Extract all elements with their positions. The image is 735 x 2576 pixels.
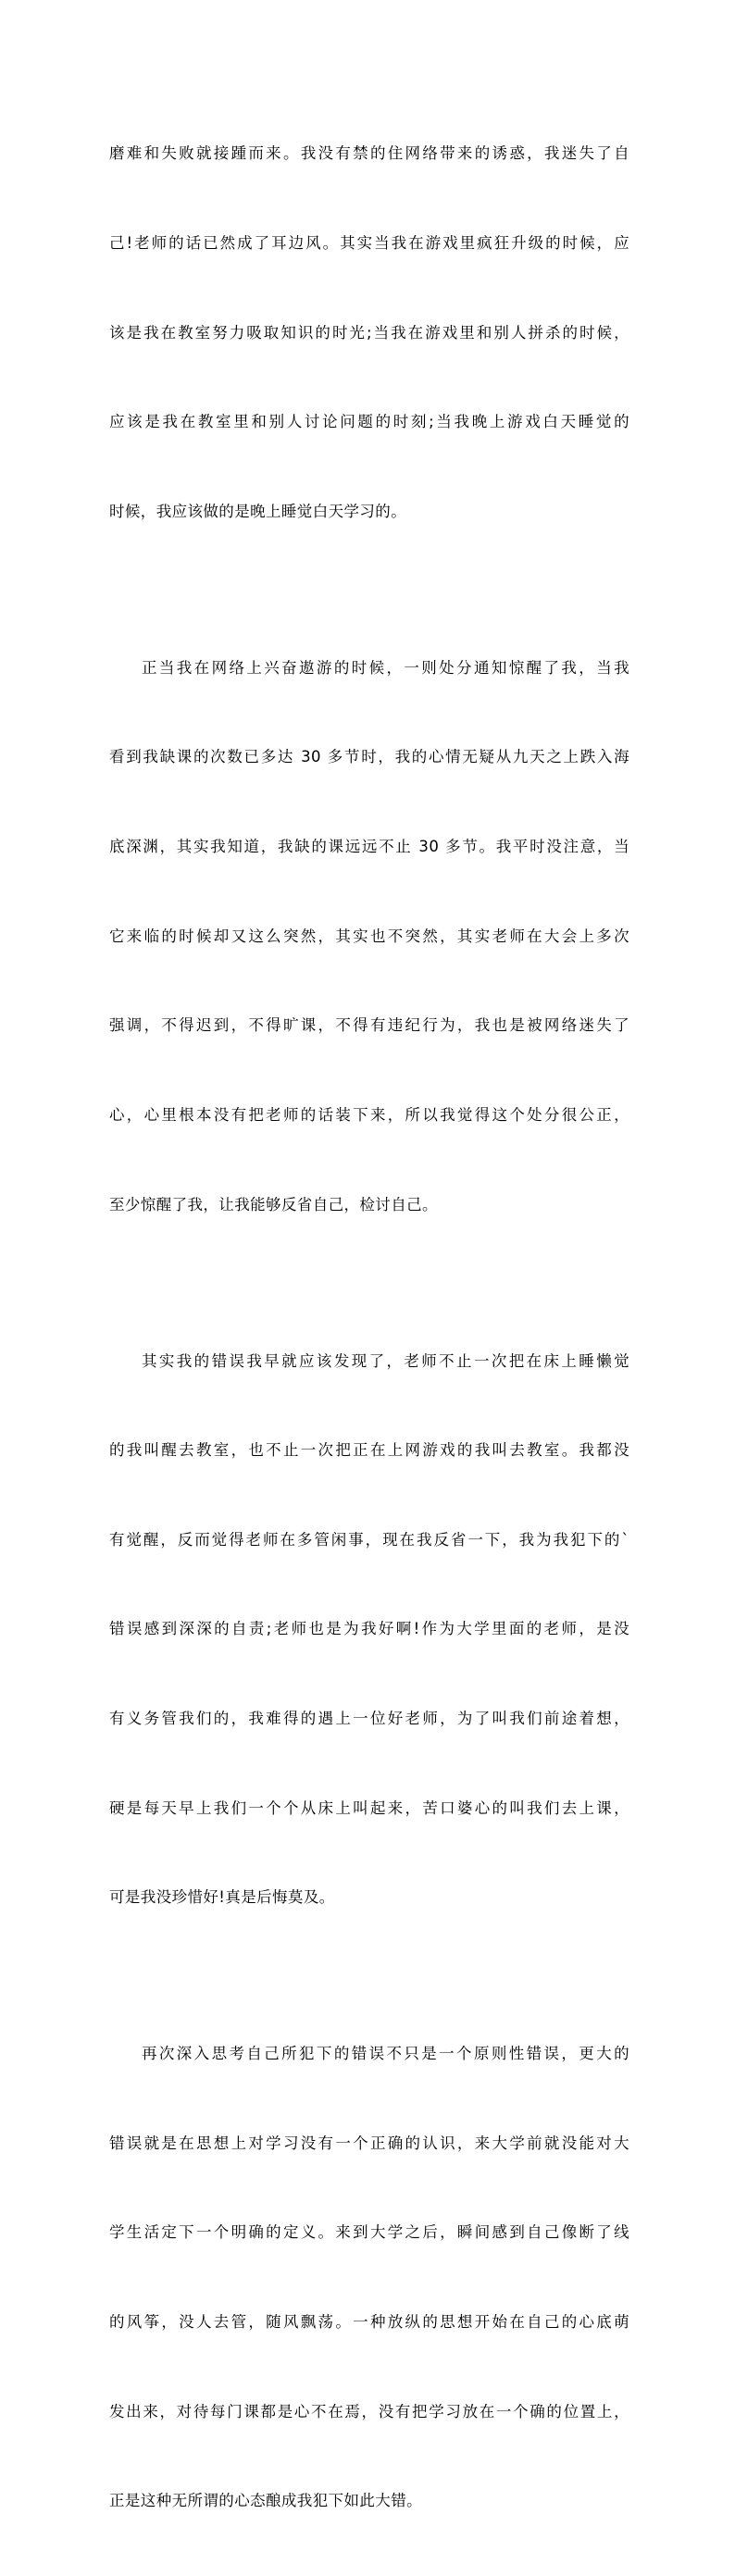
paragraph-line: 至少惊醒了我，让我能够反省自己，检讨自己。 <box>109 1195 438 1213</box>
paragraph-line: 己!老师的话已然成了耳边风。其实当我在游戏里疯狂升级的时候，应 <box>109 234 629 253</box>
paragraph-line: 硬是每天早上我们一个个从床上叫起来，苦口婆心的叫我们去上课， <box>109 1798 629 1817</box>
paragraph-line: 时候，我应该做的是晚上睡觉白天学习的。 <box>109 502 407 520</box>
paragraph-1 <box>109 80 629 586</box>
paragraph-line-text: 其实我的错误我早就应该发现了，老师不止一次把在床上睡懒觉 <box>140 1351 629 1370</box>
paragraph-line: 发出来，对待每门课都是心不在焉，没有把学习放在一个确的位置上， <box>109 2402 629 2420</box>
paragraph-first-line <box>109 653 629 683</box>
paragraph-line: 正是这种无所谓的心态酿成我犯下如此大错。 <box>109 2492 422 2510</box>
paragraph-line: 该是我在教室努力吸取知识的时光;当我在游戏里和别人拼杀的时候， <box>109 323 629 342</box>
paragraph-line: 应该是我在教室里和别人讨论问题的时刻;当我晚上游戏白天睡觉的 <box>109 413 629 431</box>
paragraph-4 <box>109 1980 629 2576</box>
paragraph-first-line <box>109 2039 629 2069</box>
paragraph-line-text: 再次深入思考自己所犯下的错误不只是一个原则性错误，更大的 <box>140 2045 629 2063</box>
paragraph-line: 磨难和失败就接踵而来。我没有禁的住网络带来的诱惑，我迷失了自 <box>109 144 629 163</box>
paragraph-line: 看到我缺课的次数已多达 30 多节时，我的心情无疑从九天之上跌入海 <box>109 748 629 766</box>
paragraph-line: 强调，不得迟到，不得旷课，不得有违纪行为，我也是被网络迷失了 <box>109 1016 629 1035</box>
paragraph-line: 心，心里根本没有把老师的话装下来，所以我觉得这个处分很公正， <box>109 1105 629 1124</box>
paragraph-line: 有觉醒，反而觉得老师在多管闲事，现在我反省一下，我为我犯下的` <box>109 1530 629 1549</box>
paragraph-3 <box>109 1287 629 1972</box>
paragraph-line: 错误感到深深的自责;老师也是为我好啊!作为大学里面的老师，是没 <box>109 1620 629 1638</box>
paragraph-line: 的我叫醒去教室，也不止一次把正在上网游戏的我叫去教室。我都没 <box>109 1441 629 1460</box>
paragraph-2 <box>109 593 629 1279</box>
paragraph-line: 的风筝，没人去管，随风飘荡。一种放纵的思想开始在自己的心底萌 <box>109 2313 629 2332</box>
document-body <box>109 80 629 2576</box>
paragraph-line: 它来临的时候却又这么突然，其实也不突然，其实老师在大会上多次 <box>109 927 629 945</box>
paragraph-first-line <box>109 1347 629 1376</box>
paragraph-line: 底深渊，其实我知道，我缺的课远远不止 30 多节。我平时没注意，当 <box>109 838 629 856</box>
paragraph-line: 可是我没珍惜好!真是后悔莫及。 <box>109 1888 335 1907</box>
paragraph-line: 学生活定下一个明确的定义。来到大学之后，瞬间感到自己像断了线 <box>109 2223 629 2242</box>
paragraph-line: 错误就是在思想上对学习没有一个正确的认识，来大学前就没能对大 <box>109 2134 629 2152</box>
paragraph-line: 有义务管我们的，我难得的遇上一位好老师，为了叫我们前途着想， <box>109 1709 629 1727</box>
paragraph-line-text: 正当我在网络上兴奋遨游的时候，一则处分通知惊醒了我，当我 <box>140 658 629 677</box>
